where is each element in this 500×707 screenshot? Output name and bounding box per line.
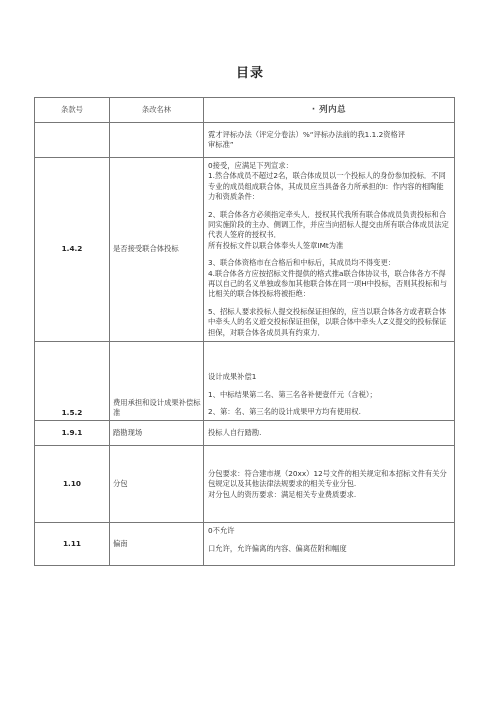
table-row <box>35 158 455 342</box>
clause-number: 1.5.2 <box>35 342 110 421</box>
table-row <box>35 421 455 446</box>
header-content: · 列内总 <box>204 98 455 123</box>
clause-content: 0不允许 口允许，允许偏离的内容、偏离莅附和幅度 <box>204 523 455 566</box>
clause-name: 偏南 <box>110 523 204 566</box>
table-row <box>35 446 455 523</box>
clause-table <box>34 97 455 566</box>
note-cell: 霓才评标办法（评定分卷法）%“评标办法前的我1.1.2资格评 审标准” <box>204 123 455 158</box>
clause-name: 费用承担和设计成果补偿标准 <box>110 342 204 421</box>
table-header-row <box>35 98 455 123</box>
clause-number: 1.4.2 <box>35 158 110 342</box>
clause-content: 设计成果补偿1 1、中标结果第二名、第三名各补便壹仟元（含税）； 2、第：名、第三名的设计成果甲方均有使用权. <box>204 342 455 421</box>
clause-content: 投标人自行踏勘. <box>204 421 455 446</box>
clause-content: 0接受，应满足下列宣求： 1.然合体成员不超过2名，联合体成员以一个投标人的身份参加投标．不同专业的成员组成联合体，其成员应当具备各力所承担的I：作内容的相陶能力和资质条件： 2、联合体各方必须指定牵头人．授权其代我所有联合体成员负责投标和合同实施阶段的主办、侧调工作，并应当向招标人提交由所有联合体成员法定代表人签府的授权书． 所有投标文件以联合体奉头人签章IMt为准 3、联合体资格市在合格后和中标后，其成员均不得变更： 4.联合体各方应按招标文件提供的格式推a联合体协议书，联合体各方不得再以自己的名义单独或参加其他联合体在同一项H中投标，否则其投标和与比相关的联合体投标将被拒绝： 5、招标人要求投标人提交投标保证担保的，应当以联合体各方或者联合体中牵头人的名义遊交投标保证担保，以联合体中牵头人Z义提交的投标保证担保，对联合体各成员具有约束力． <box>204 158 455 342</box>
page-title: 目录 <box>235 66 264 81</box>
header-clause-number: 条款号 <box>35 98 110 123</box>
header-clause-name: 条改名林 <box>110 98 204 123</box>
table-row <box>35 523 455 566</box>
note-row <box>35 123 455 158</box>
clause-name: 是否接受联合体投标 <box>110 158 204 342</box>
clause-number: 1.10 <box>35 446 110 523</box>
clause-name: 踏勘现场 <box>110 421 204 446</box>
clause-number: 1.9.1 <box>35 421 110 446</box>
clause-name: 分包 <box>110 446 204 523</box>
table-row <box>35 342 455 421</box>
clause-content: 分包要求：符合建市规（20xx）12号文件的相关规定和本招标文件有关分包规定以及其他法律法规要求的相关专业分包. 对分包人的资历要求：满足相关专业费质要求. <box>204 446 455 523</box>
clause-number: 1.11 <box>35 523 110 566</box>
